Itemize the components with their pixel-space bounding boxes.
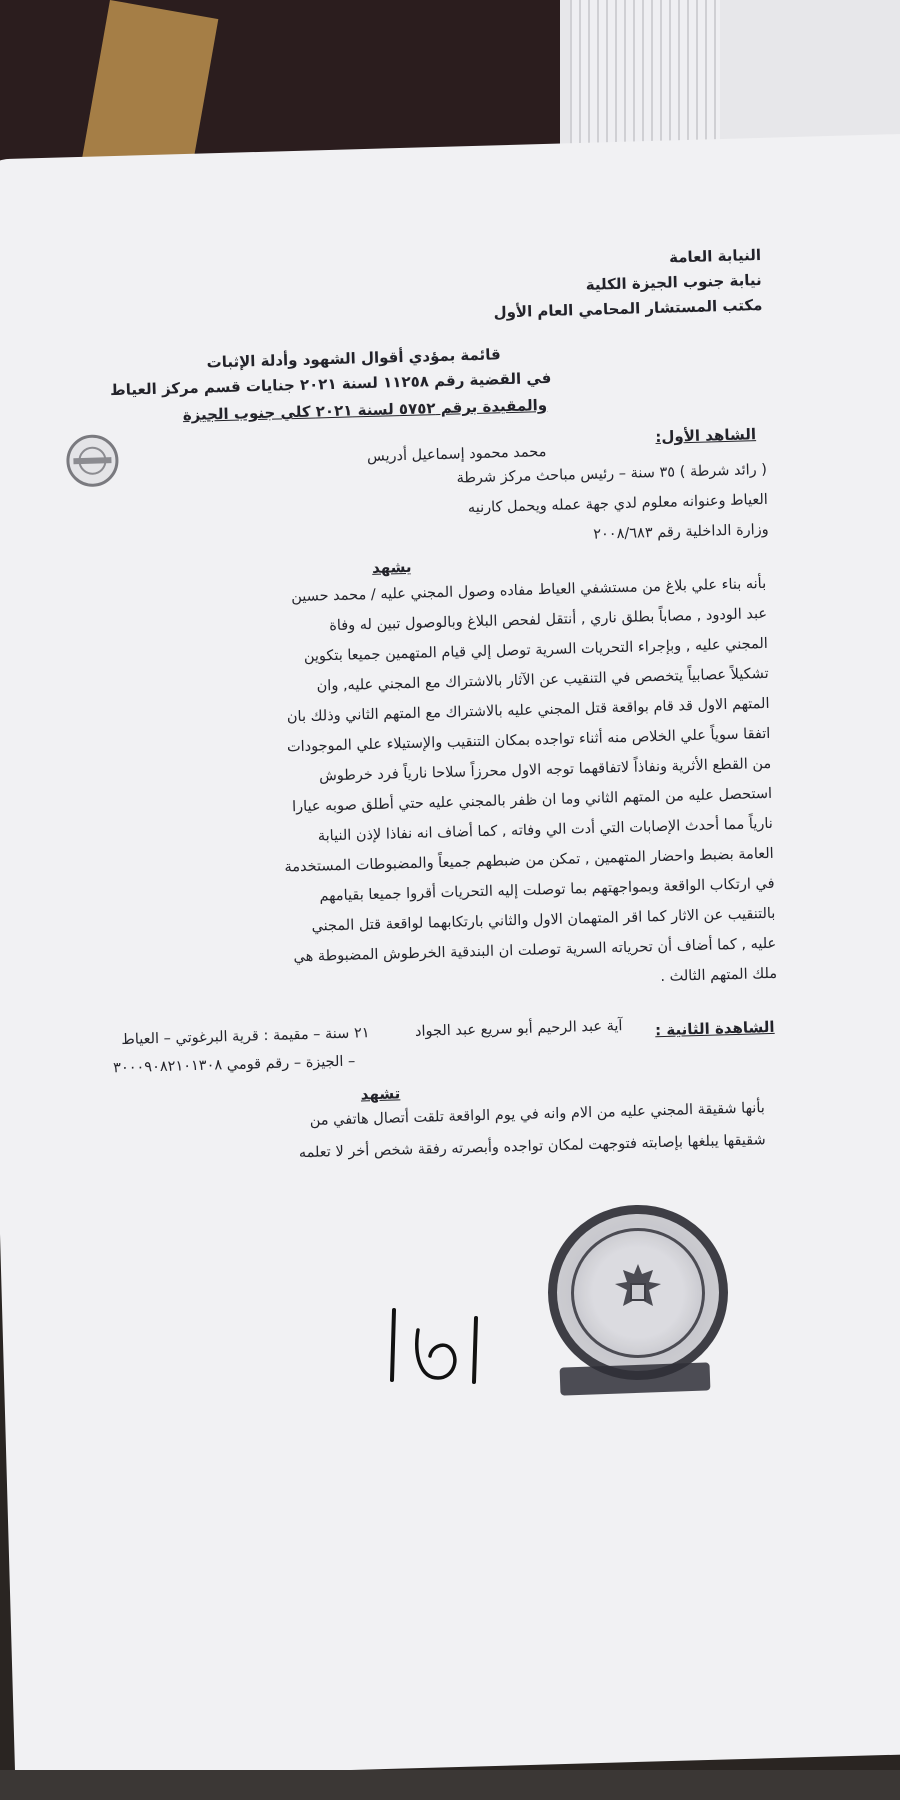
witness2-testifies-heading: تشهد [360,1084,401,1104]
prosecution-logo-icon [66,434,119,487]
witness1-info-1: ( رائد شرطة ) ٣٥ سنة – رئيس مباحث مركز شرطة [456,461,768,487]
eagle-emblem-icon [609,1260,667,1318]
witness1-line: نارياً مما أحدث الإصابات التي أدت الي وفاته , كما أضاف انه نفاذا لإذن النيابة [317,815,774,845]
official-stamp-icon [548,1205,728,1380]
witness1-name: محمد محمود إسماعيل أدريس [366,444,547,466]
witness1-label: الشاهد الأول: [655,425,757,446]
title-line-3: والمقيدة برقم ٥٧٥٢ لسنة ٢٠٢١ كلي جنوب الجيزة [182,395,548,425]
witness1-line: عبد الودود , مصاباً بطلق ناري , أنتقل لفحص البلاغ وبالوصول تبين له وفاة [329,605,768,635]
title-line-1: قائمة بمؤدي أقوال الشهود وأدلة الإثبات [206,345,501,372]
witness2-info-2: – الجيزة – رقم قومي ٣٠٠٠٩٠٨٢١٠١٣٠٨ [112,1053,356,1077]
witness1-info-3: وزارة الداخلية رقم ٢٠٠٨/٦٨٣ [593,521,769,543]
witness1-line: اتفقا سوياً علي الخلاص منه أثناء تواجده بمكان التنقيب والإستيلاء علي الموجودات [286,725,771,756]
witness1-line: تشكيلاً عصابياً يتخصص في التنقيب عن الآثار بالاشتراك مع المجني عليه, وان [316,665,769,695]
bottom-edge-background [0,1770,900,1800]
witness1-info-2: العياط وعنوانه معلوم لدي جهة عمله ويحمل كارنيه [467,491,769,517]
witness2-info-1: ٢١ سنة – مقيمة : قرية البرغوتي – العياط [121,1025,370,1049]
handwritten-page-number-signature [380,1300,500,1390]
witness1-testifies-heading: يشهد [371,557,412,577]
witness2-label: الشاهدة الثانية : [654,1017,775,1040]
witness1-line: المجني عليه , وبإجراء التحريات السرية توصل إلي قيام المتهمين جميعا بتكوين [303,635,769,665]
witness2-line: شقيقها يبلغها بإصابته فتوجهت لمكان تواجده وأبصرته رفقة شخص أخر لا تعلمه [298,1132,766,1162]
witness1-line: استحصل عليه من المتهم الثاني وما ان ظفر بالمجني عليه حتي أطلق صوبه عيارا [291,785,773,816]
witness1-line: العامة بضبط واحضار المتهمين , تمكن من ضبطهم جميعاً والمضبوطات المستخدمة [284,845,774,876]
witness1-line: ملك المتهم الثالث . [660,965,778,986]
title-line-2: في القضية رقم ١١٢٥٨ لسنة ٢٠٢١ جنايات قسم مركز العياط [109,368,552,400]
header-line-2: نيابة جنوب الجيزة الكلية [585,270,762,294]
stamp-smudge [560,1362,711,1395]
document-sheet [0,132,900,1779]
witness1-line: بالتنقيب عن الاثار كما اقر المتهمان الاول والثاني بارتكابهما لواقعة قتل المجني [311,905,776,935]
witness2-line: بأنها شقيقة المجني عليه من الام وانه في يوم الواقعة تلقت أتصال هاتفي من [309,1100,766,1129]
witness1-line: بأنه بناء علي بلاغ من مستشفي العياط مفاده وصول المجني عليه / محمد حسين [291,575,767,606]
witness1-line: في ارتكاب الواقعة وبمواجهتهم بما توصلت إليه التحريات أقروا جميعا بقيامهم [319,875,775,905]
header-line-3: مكتب المستشار المحامي العام الأول [493,295,763,322]
witness1-line: من القطع الأثرية ونفاذاً لاتفاقهما توجه الاول محرزاً سلاحا نارياً فرد خرطوش [318,755,772,785]
witness1-line: المتهم الاول قد قام بواقعة قتل المجني عليه بالاشتراك مع المتهم الثاني وذلك بان [286,695,770,726]
witness1-line: عليه , كما أضاف أن تحرياته السرية توصلت ان البندقية الخرطوش المضبوطة هي [293,935,777,966]
header-line-1: النيابة العامة [668,245,762,267]
witness2-name: آية عبد الرحيم أبو سريع عبد الجواد [414,1018,623,1040]
